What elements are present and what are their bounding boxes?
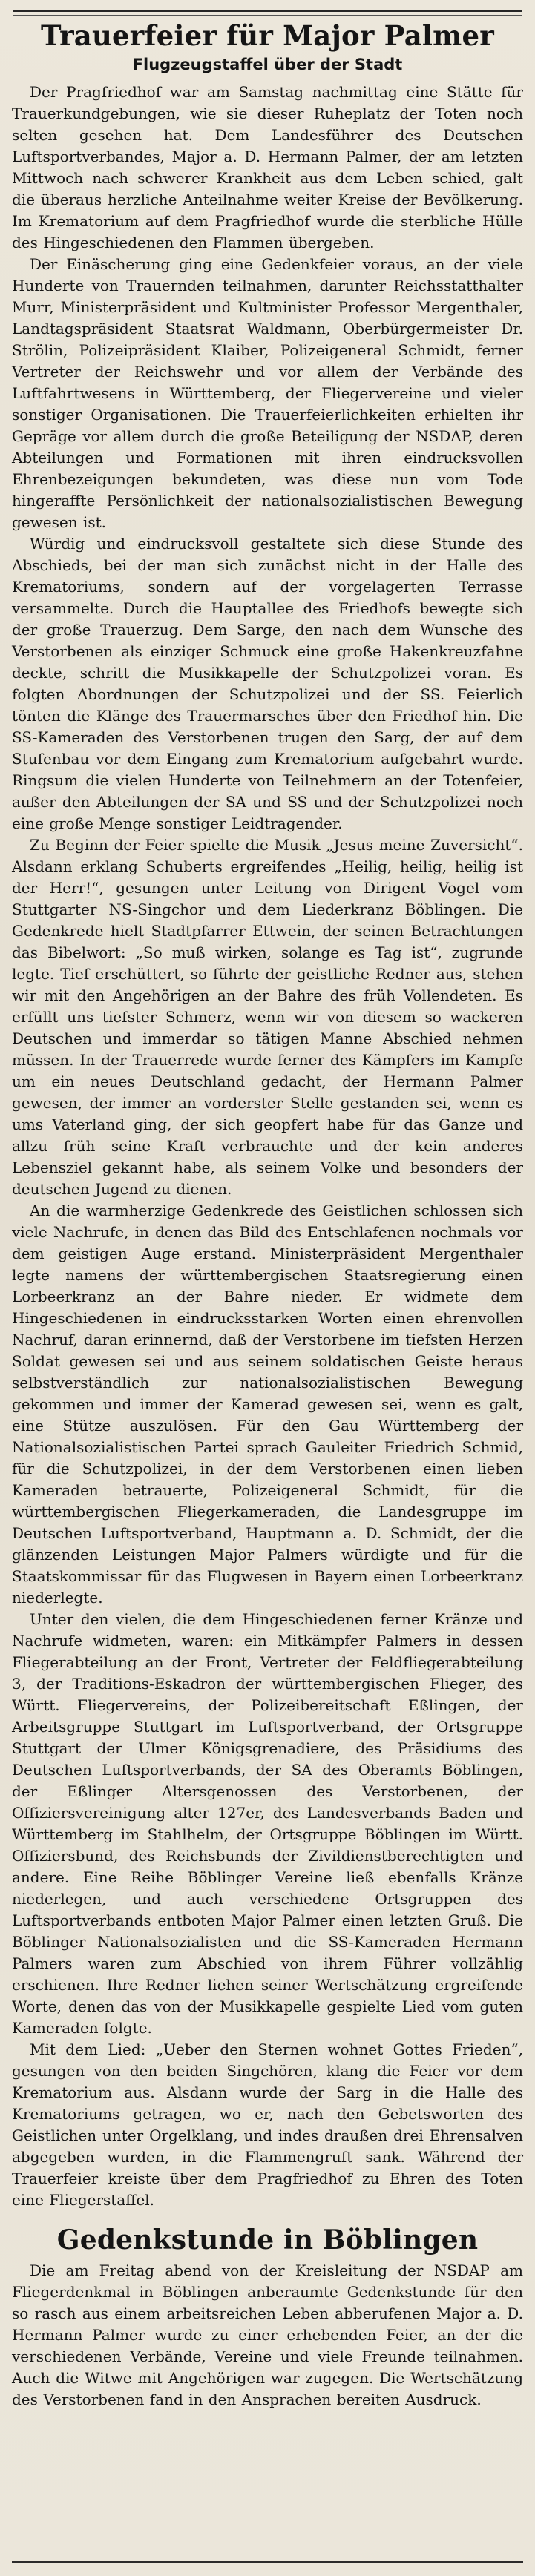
bottom-divider-rule (12, 2561, 523, 2563)
article-paragraph: Der Pragfriedhof war am Samstag nachmittag eine Stätte für Trauerkundgebungen, wie sie dieser Ruheplatz der Toten noch selten gesehen hat. Dem Landesführer des Deutschen Luftsportverbandes, Major a. D. Hermann Palmer, der am letzten Mittwoch nach schwerer Krankheit aus dem Leben schied, galt die überaus herzliche Anteilnahme weiter Kreise der Bevölkerung. Im Krematorium auf dem Pragfriedhof wurde die sterbliche Hülle des Hingeschiedenen den Flammen übergeben. (12, 83, 523, 251)
article-paragraph: Die am Freitag abend von der Kreisleitung der NSDAP am Fliegerdenkmal in Böblingen anberaumte Gedenkstunde für den so rasch aus einem arbeitsreichen Leben abberufenen Major a. D. Hermann Palmer wurde zu einer erhebenden Feier, an der die verschiedenen Verbände, Vereine und viele Freunde teilnahmen. Auch die Witwe mit Angehörigen war zugegen. Die Wertschätzung des Verstorbenen fand in den Ansprachen bereiten Ausdruck. (12, 2262, 523, 2408)
article-gedenkstunde (12, 2224, 523, 2411)
article-body (12, 2260, 523, 2411)
article-title: Trauerfeier für Major Palmer (41, 19, 494, 52)
article-paragraph: An die warmherzige Gedenkrede des Geistlichen schlossen sich viele Nachrufe, in denen das Bild des Entschlafenen nochmals vor dem geistigen Auge erstand. Ministerpräsident Mergenthaler legte namens der württembergischen Staatsregierung einen Lorbeerkranz an der Bahre nieder. Er widmete dem Hingeschiedenen in eindrucksstarken Worten einen ehrenvollen Nachruf, daran erinnernd, daß der Verstorbene im tiefsten Herzen Soldat gewesen sei und aus seinem soldatischen Geiste heraus selbstverständlich zur nationalsozialistischen Bewegung gekommen und immer der Kamerad gewesen sei, wenn es galt, eine Stütze auszulösen. Für den Gau Württemberg der Nationalsozialistischen Partei sprach Gauleiter Friedrich Schmid, für die Schutzpolizei, in der dem Verstorbenen einen lieben Kameraden betrauerte, Polizeigeneral Schmidt, für die württembergischen Fliegerkameraden, die Landesgruppe im Deutschen Luftsportverband, Hauptmann a. D. Schmidt, der die glänzenden Leistungen Major Palmers würdigte und für die Staatskommissar für das Flugwesen in Bayern einen Lorbeerkranz niederlegte. (12, 1202, 523, 1607)
article-paragraph: Zu Beginn der Feier spielte die Musik „Jesus meine Zuversicht“. Alsdann erklang Schuberts ergreifendes „Heilig, heilig, heilig ist der Herr!“, gesungen unter Leitung von Dirigent Vogel vom Stuttgarter NS-Singchor und dem Liederkranz Böblingen. Die Gedenkrede hielt Stadtpfarrer Ettwein, der seinen Betrachtungen das Bibelwort: „So muß wirken, solange es Tag ist“, zugrunde legte. Tief erschüttert, so führte der geistliche Redner aus, stehen wir mit den Angehörigen an der Bahre des früh Vollendeten. Es erfüllt uns tiefster Schmerz, wenn wir von diesem so wackeren Deutschen und immerdar so tätigen Manne Abschied nehmen müssen. In der Trauerrede wurde ferner des Kämpfers im Kampfe um ein neues Deutschland gedacht, der Hermann Palmer gewesen, der immer an vorderster Stelle gestanden sei, wenn es ums Vaterland ging, der sich geopfert habe für das Ganze und allzu früh seine Kraft verbrauchte und der kein anderes Lebensziel gekannt habe, als seinem Volke und besonders der deutschen Jugend zu dienen. (12, 836, 523, 1198)
article-paragraph: Unter den vielen, die dem Hingeschiedenen ferner Kränze und Nachrufe widmeten, waren: ein Mitkämpfer Palmers in dessen Fliegerabteilung an der Front, Vertreter der Feldfliegerabteilung 3, der Traditions-Eskadron der württembergischen Flieger, des Württ. Fliegervereins, der Polizeibereitschaft Eßlingen, der Arbeitsgruppe Stuttgart im Luftsportverband, der Ortsgruppe Stuttgart der Ulmer Königsgrenadiere, des Präsidiums des Deutschen Luftsportverbands, der SA des Oberamts Böblingen, der Eßlinger Altersgenossen des Verstorbenen, der Offiziersvereinigung alter 127er, des Landesverbands Baden und Württemberg im Stahlhelm, der Ortsgruppe Böblingen im Württ. Offiziersbund, des Reichsbunds der Zivildienstberechtigten und andere. Eine Reihe Böblinger Vereine ließ ebenfalls Kränze niederlegen, und auch verschiedene Ortsgruppen des Luftsportverbands entboten Major Palmer einen letzten Gruß. Die Böblinger Nationalsozialisten und die SS-Kameraden Hermann Palmers waren zum Abschied von ihrem Führer vollzählig erschienen. Ihre Redner liehen seiner Wertschätzung ergreifende Worte, denen das von der Musikkapelle gespielte Lied vom guten Kameraden folgte. (12, 1610, 523, 2037)
top-divider-rule (13, 0, 522, 12)
article-title: Gedenkstunde in Böblingen (56, 2224, 479, 2256)
article-paragraph: Der Einäscherung ging eine Gedenkfeier voraus, an der viele Hunderte von Trauernden teilnahmen, darunter Reichsstatthalter Murr, Ministerpräsident und Kultminister Professor Mergenthaler, Landtagspräsident Staatsrat Waldmann, Oberbürgermeister Dr. Strölin, Polizeipräsident Klaiber, Polizeigeneral Schmidt, ferner Vertreter der Reichswehr und vor allem der Verbände des Luftfahrtwesens in Württemberg, der Fliegervereine und vieler sonstiger Organisationen. Die Trauerfeierlichkeiten erhielten ihr Gepräge vor allem durch die große Beteiligung der NSDAP, deren Abteilungen und Formationen mit ihren eindrucksvollen Ehrenbezeigungen bekundeten, was diese nun vom Tode hingeraffte Persönlichkeit der nationalsozialistischen Bewegung gewesen ist. (12, 255, 523, 531)
article-body (12, 82, 523, 2211)
article-trauerfeier (12, 19, 523, 2211)
article-paragraph: Würdig und eindrucksvoll gestaltete sich diese Stunde des Abschieds, bei der man sich zunächst nicht in der Halle des Krematoriums, sondern auf der vorgelagerten Terrasse versammelte. Durch die Hauptallee des Friedhofs bewegte sich der große Trauerzug. Dem Sarge, den nach dem Wunsche des Verstorbenen als einziger Schmuck eine große Hakenkreuzfahne deckte, schritt die Musikkapelle der Schutzpolizei voran. Es folgten Abordnungen der Schutzpolizei und der SS. Feierlich tönten die Klänge des Trauermarsches über den Friedhof hin. Die SS-Kameraden des Verstorbenen trugen den Sarg, der auf dem Stufenbau vor dem Eingang zum Krematorium aufgebahrt wurde. Ringsum die vielen Hunderte von Teilnehmern an der Totenfeier, außer den Abteilungen der SA und SS und der Schutzpolizei noch eine große Menge sonstiger Leidtragender. (12, 535, 523, 832)
article-paragraph: Mit dem Lied: „Ueber den Sternen wohnet Gottes Frieden“, gesungen von den beiden Singchören, klang die Feier vor dem Krematorium aus. Alsdann wurde der Sarg in die Halle des Krematoriums getragen, wo er, nach den Gebetsworten des Geistlichen unter Orgelklang, und indes draußen drei Ehrensalven abgegeben wurden, in die Flammengruft sank. Während der Trauerfeier kreiste über dem Pragfriedhof zu Ehren des Toten eine Fliegerstaffel. (12, 2040, 523, 2209)
article-subtitle: Flugzeugstaffel über der Stadt (132, 56, 403, 73)
